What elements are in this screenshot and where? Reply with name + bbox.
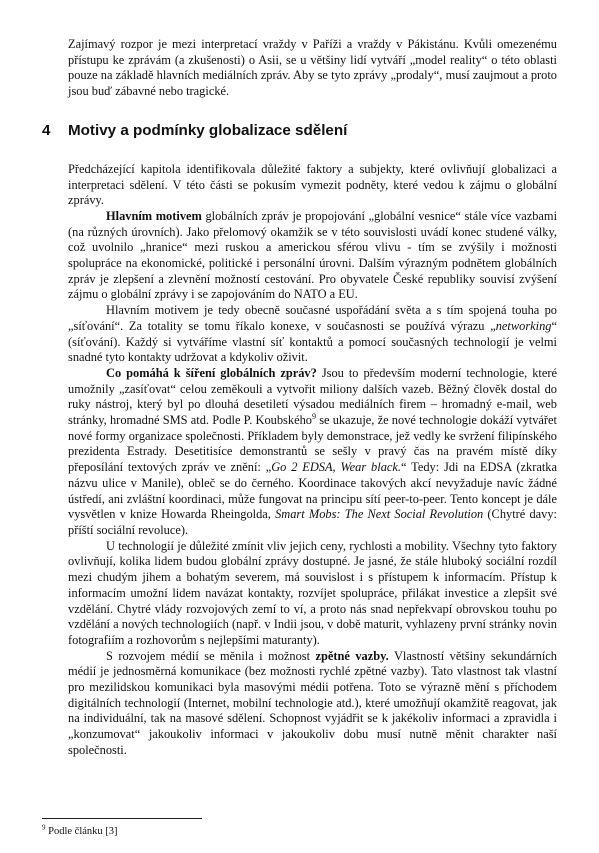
section-number: 4 bbox=[42, 121, 51, 139]
paragraph-3-italic: networking bbox=[495, 318, 552, 333]
paragraph-2-bold: Hlavním motivem bbox=[106, 208, 202, 223]
paragraph-1: Předcházející kapitola identifikovala důležité faktory a subjekty, které ovlivňují globalizaci a interpretaci sdělení. V této části se pokusím vymezit podněty, které vedou k zájmu o globální zprávy. bbox=[68, 161, 557, 208]
paragraph-6-bold: zpětné vazby. bbox=[315, 648, 389, 663]
page-content bbox=[42, 37, 558, 759]
footnote-ref[interactable]: 9 bbox=[311, 411, 316, 421]
section-heading bbox=[42, 122, 531, 140]
paragraph-6: S rozvojem médií se měnila i možnost zpětné vazby. Vlastností většiny sekundárních médií je jednosměrná komunikace (bez možnosti rychlé zpětné vazby). Tato vlastnost tak vlastní pro mezilidskou komunikaci byla masovými médii potřena. Toto se výrazně mění s příchodem digitálních technologií (Internet, mobilní technologie atd.), které umožňují okamžitě reagovat, jak na individuální, tak na masové sdělení. Schopnost vyjádřit se k jakékoliv informaci a zpravidla i „konzumovat“ jakoukoliv informaci v jakoukoliv dobu musí nutně měnit charakter naší společnosti. bbox=[68, 648, 557, 757]
paragraph-2: Hlavním motivem globálních zpráv je propojování „globální vesnice“ stále více vazbami (na různých úrovních). Jako přelomový okamžik se v této souvislosti uvádí konec studené války, což uvolnilo „hranice“ mezi ruskou a americkou sférou vlivu - tím se zvýšily i možnosti spolupráce na ekonomické, politické i personální úrovni. Dalším výrazným podnětem globálních zpráv je zlepšení a zlevnění možností cestování. Pro obyvatele České republiky souvisí zvýšení zájmu o globální zprávy i se zapojováním do NATO a EU. bbox=[68, 208, 558, 302]
footnote bbox=[42, 825, 118, 838]
paragraph-3: Hlavním motivem je tedy obecně současné uspořádání světa a s tím spojená touha po „síťování“. Za totality se tomu říkalo konexe, v současnosti se používá výrazu „networking“ (síťování). Každý si vytváříme vlastní síť kontaktů a pomocí současných technologií je velmi snadné tyto kontakty udržovat a kdykoliv oživit. bbox=[68, 303, 557, 365]
section-title: Motivy a podmínky globalizace sdělení bbox=[68, 121, 348, 139]
paragraph-4: Co pomáhá k šíření globálních zpráv? Jsou to především moderní technologie, které umožnily „zasíťovat“ celou zeměkouli a vytvořit miliony dalších vazeb. Běžný člověk dostal do ruky nástroj, který byl po dlouhá desetiletí výsadou mediálních firem – hromadný e-mail, web stránky, hromadné SMS atd. Podle P. Koubského$^9$ se ukazuje, že nové technologie dokáží vytvářet nové formy organizace společnosti. Příkladem byly demonstrace, jež vedly ke svržení filipínského prezidenta Estrady. Desetitisíce demonstrantů se sešly v pravý čas na pravém místě díky přeposílání textových zpráv ve znění: „Go 2 EDSA, Wear black.“ Tedy: Jdi na EDSA (zkratka názvu ulice v Manile), obleč se do černého. Koordinace takových akcí nevyžaduje navíc žádné ústředí, ani zvláštní koordinaci, může fungovat na principu sítí peer-to-peer. Tento koncept je dále vysvětlen v knize Howarda Rheingolda, Smart Mobs: The Next Social Revolution (Chytré davy: příští sociální revoluce). bbox=[68, 365, 557, 537]
paragraph-5: U technologií je důležité zmínit vliv jejich ceny, rychlosti a mobility. Všechny tyto faktory ovlivňují, kolika lidem budou globální zprávy dostupné. Je jasné, že stále hluboký sociální rozdíl mezi chudým jihem a bohatým severem, má souvislost i s přístupem k informacím. Přístup k informacím umožní lidem navázat kontakty, rozvíjet spolupráce, přilákat investice a zlepšit své vzdělání. Chytré vlády rozvojových zemí to ví, a proto nás snad nepřekvapí obrovskou touhu po vzdělání a nových technologiích (např. v Indii jsou, v době maturit, vyhlazeny první stránky novin fotografiím a rozhovorům s nejlepšími maturanty). bbox=[68, 538, 557, 647]
paragraph-4-bold: Co pomáhá k šíření globálních zpráv? bbox=[106, 365, 317, 380]
footnote-divider bbox=[42, 818, 202, 819]
footnote-number: 9 bbox=[42, 823, 46, 832]
intro-paragraph: Zajímavý rozpor je mezi interpretací vraždy v Paříži a vraždy v Pákistánu. Kvůli omezenému přístupu ke zprávám (a zkušenosti) o Asii, se u většiny lidí vytváří „model reality“ o této oblasti pouze na základě hlavních mediálních zpráv. Aby se tyto zprávy „prodaly“, musí zaujmout a proto jsou buď zábavné nebo tragické. bbox=[68, 37, 557, 99]
book-title: Smart Mobs: The Next Social Revolution bbox=[275, 507, 484, 522]
footnote-text: Podle článku [3] bbox=[45, 826, 118, 837]
